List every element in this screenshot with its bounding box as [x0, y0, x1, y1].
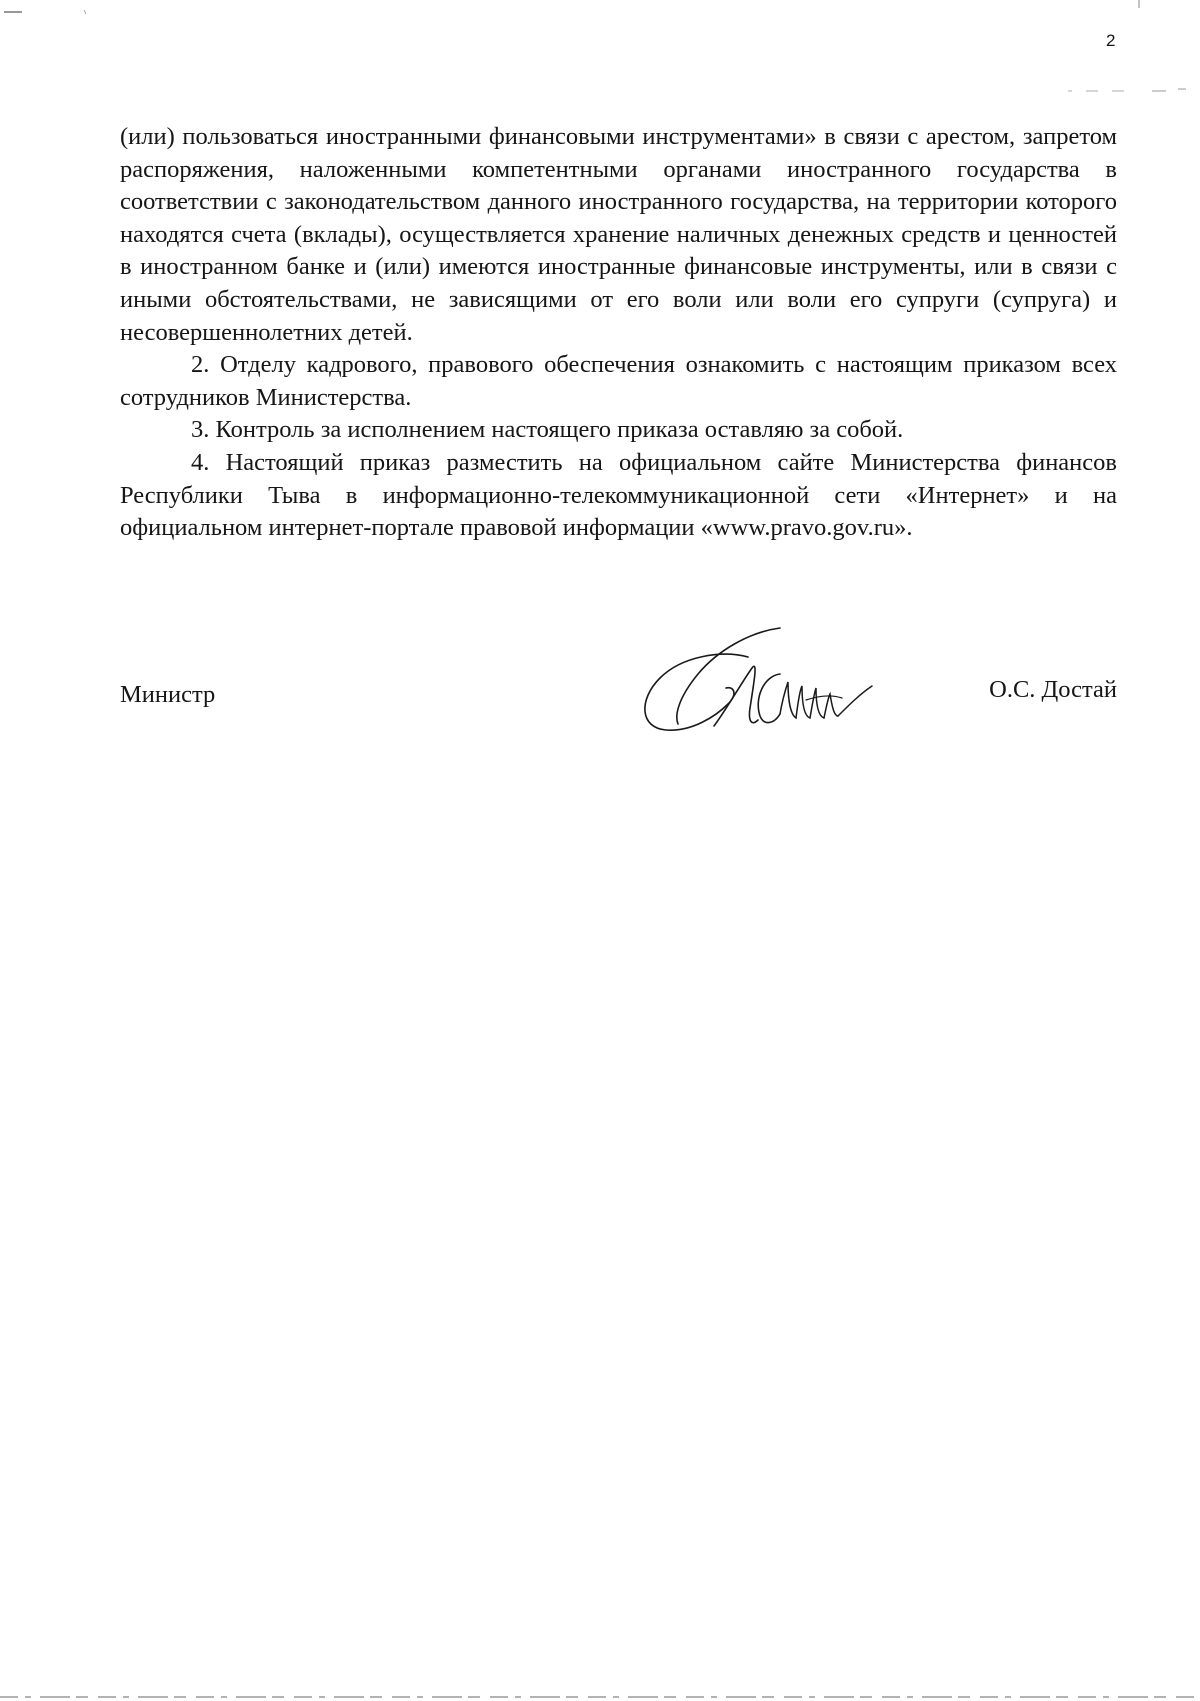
- paragraph-item-4: 4. Настоящий приказ разместить на официальном сайте Министерства финансов Республики Тыва в информационно-телекоммуникационной сети «Интернет» и на официальном интернет-портале правовой информации «www.pravo.gov.ru».: [120, 448, 1117, 542]
- paragraph-item-3: 3. Контроль за исполнением настоящего приказа оставляю за собой.: [191, 416, 904, 444]
- document-body: [120, 121, 1117, 545]
- signer-name: О.С. Достай: [989, 676, 1117, 703]
- handwritten-signature: [630, 622, 880, 742]
- signature-block: [120, 662, 1117, 782]
- paragraph-continuation: (или) пользоваться иностранными финансовыми инструментами» в связи с арестом, запретом распоряжения, наложенными компетентными органами иностранного государства в соответствии с законодательством данного иностранного государства, на территории которого находятся счета (вклады), осуществляется хранение наличных денежных средств и ценностей в иностранном банке и (или) имеются иностранные финансовые инструменты, или в связи с иными обстоятельствами, не зависящими от его воли или воли его супруги (супруга) и несовершеннолетних детей.: [120, 123, 1117, 346]
- page-number: 2: [1106, 31, 1116, 50]
- signer-position: Министр: [120, 681, 216, 708]
- paragraph-item-2: 2. Отделу кадрового, правового обеспечения ознакомить с настоящим приказом всех сотрудников Министерства.: [120, 351, 1117, 411]
